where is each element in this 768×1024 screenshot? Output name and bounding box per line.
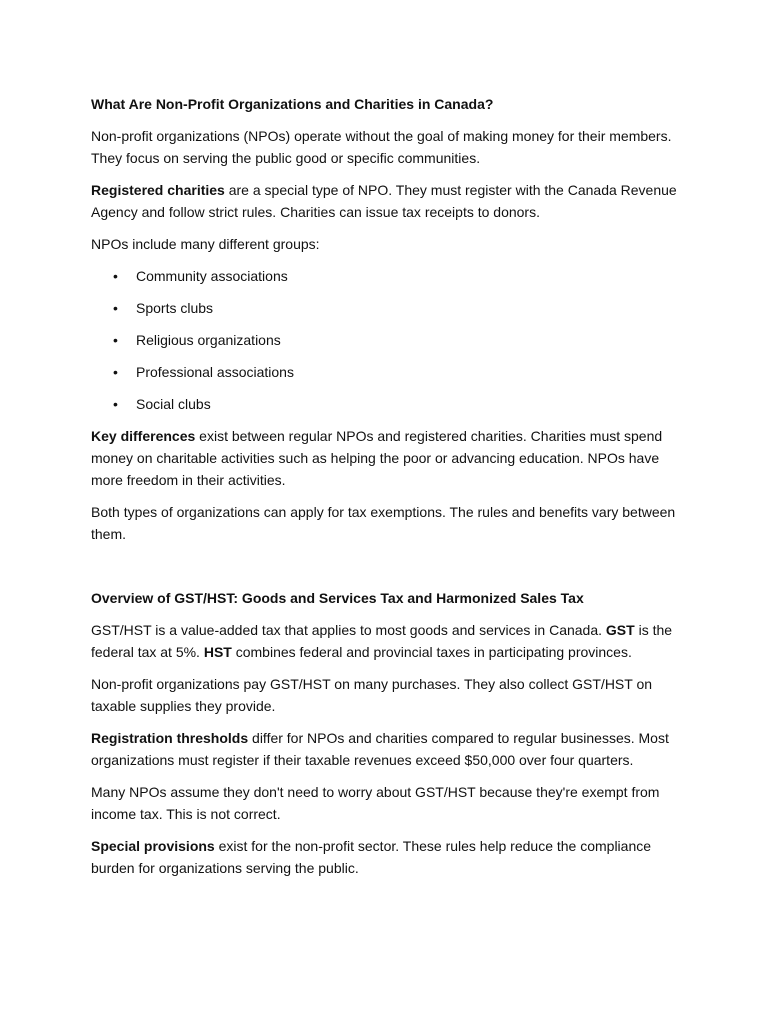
paragraph-text: combines federal and provincial taxes in participating provinces. — [231, 644, 632, 660]
paragraph-tax-exemptions: Both types of organizations can apply for tax exemptions. The rules and benefits vary between them. — [91, 504, 676, 542]
npo-groups-list — [91, 265, 687, 415]
paragraph-special-provisions — [91, 835, 687, 879]
bullet-icon: • — [113, 332, 118, 348]
list-item-label: Social clubs — [136, 396, 211, 412]
bold-term-key-differences: Key differences — [91, 428, 196, 444]
paragraph-npo-pay-collect: Non-profit organizations pay GST/HST on many purchases. They also collect GST/HST on taxable supplies they provide. — [91, 676, 653, 714]
document-page — [91, 93, 687, 889]
list-item-label: Community associations — [136, 268, 288, 284]
list-item — [91, 297, 687, 319]
bold-term-registered-charities: Registered charities — [91, 182, 225, 198]
paragraph-text: is the federal tax at 5%. — [91, 622, 673, 660]
list-item — [91, 393, 687, 415]
paragraph-text: are a special type of NPO. They must register with the Canada Revenue Agency and follow strict rules. Charities can issue tax receipts to donors. — [91, 182, 677, 220]
section-heading-gst-hst: Overview of GST/HST: Goods and Services Tax and Harmonized Sales Tax — [91, 590, 584, 606]
paragraph-text: GST/HST is a value-added tax that applies to most goods and services in Canada. — [91, 622, 606, 638]
bullet-icon: • — [113, 396, 118, 412]
bullet-icon: • — [113, 268, 118, 284]
list-item-label: Sports clubs — [136, 300, 214, 316]
paragraph-common-misconception: Many NPOs assume they don't need to worry about GST/HST because they're exempt from income tax. This is not correct. — [91, 784, 660, 822]
list-item-label: Professional associations — [136, 364, 294, 380]
paragraph-text: differ for NPOs and charities compared to regular businesses. Most organizations must register if their taxable revenues exceed $50,000 over four quarters. — [91, 730, 669, 768]
list-item — [91, 361, 687, 383]
paragraph-key-differences — [91, 425, 687, 491]
list-item — [91, 265, 687, 287]
bold-term-special-provisions: Special provisions — [91, 838, 215, 854]
bold-term-gst: GST — [605, 622, 635, 638]
paragraph-registered-charities — [91, 179, 687, 223]
bullet-icon: • — [113, 300, 118, 316]
paragraph-text: exist for the non-profit sector. These rules help reduce the compliance burden for organizations serving the public. — [91, 838, 652, 876]
list-item — [91, 329, 687, 351]
section-spacer — [91, 555, 687, 587]
bullet-icon: • — [113, 364, 118, 380]
bold-term-hst: HST — [203, 644, 232, 660]
section-heading-npo-charities: What Are Non-Profit Organizations and Charities in Canada? — [91, 96, 494, 112]
list-item-label: Religious organizations — [136, 332, 281, 348]
paragraph-npo-definition: Non-profit organizations (NPOs) operate without the goal of making money for their members. They focus on serving the public good or specific communities. — [91, 128, 672, 166]
paragraph-npo-groups-intro: NPOs include many different groups: — [91, 236, 320, 252]
paragraph-text: exist between regular NPOs and registered charities. Charities must spend money on charitable activities such as helping the poor or advancing education. NPOs have more freedom in their activities. — [91, 428, 663, 488]
paragraph-registration-thresholds — [91, 727, 687, 771]
paragraph-gst-hst-definition — [91, 619, 687, 663]
bold-term-registration-thresholds: Registration thresholds — [91, 730, 249, 746]
